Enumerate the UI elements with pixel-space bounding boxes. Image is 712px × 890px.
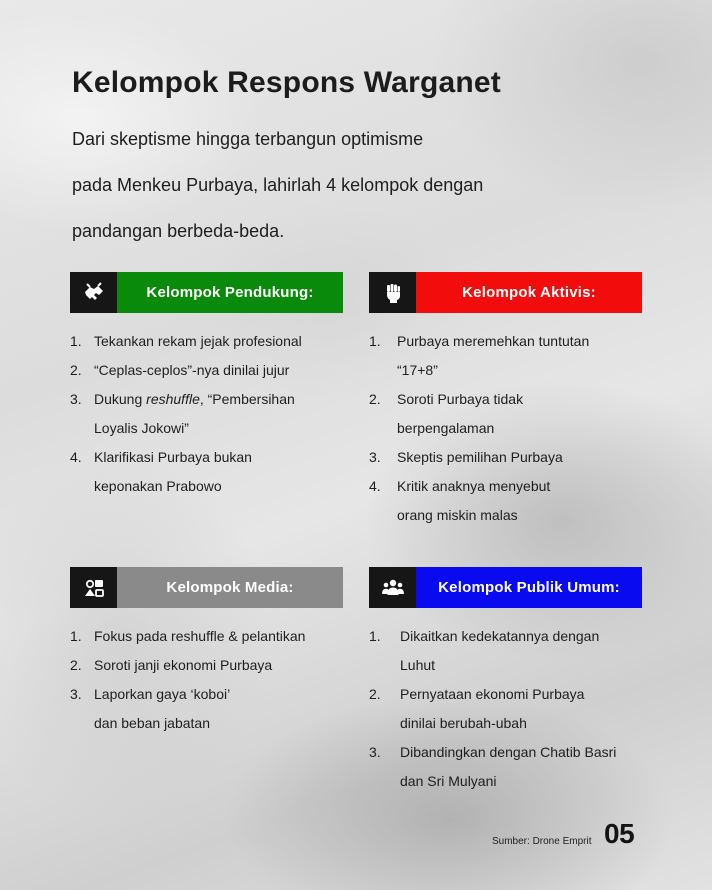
list-item: 1. Tekankan rekam jejak profesional xyxy=(70,333,302,349)
list-item: 3. Dibandingkan dengan Chatib Basri dan Sri Mulyani xyxy=(369,744,617,789)
list-item: 1. Purbaya meremehkan tuntutan “17+8” xyxy=(369,333,590,378)
list-aktivis xyxy=(369,327,642,530)
card-label-aktivis: Kelompok Aktivis: xyxy=(416,272,642,313)
list-item: 4. Kritik anaknya menyebut orang miskin malas xyxy=(369,478,551,523)
card-header-pendukung xyxy=(70,272,343,313)
raised-fist-icon xyxy=(369,272,416,313)
card-pendukung xyxy=(70,272,343,501)
source-credit: Sumber: Drone Emprit xyxy=(492,836,592,847)
page-title: Kelompok Respons Warganet xyxy=(72,66,501,99)
card-label-publik: Kelompok Publik Umum: xyxy=(416,567,642,608)
list-item: 1. Fokus pada reshuffle & pelantikan xyxy=(70,628,306,644)
list-item: 3. Dukung reshuffle, “Pembersihan Loyalis Jokowi” xyxy=(70,391,295,436)
people-group-icon xyxy=(369,567,416,608)
handshake-icon xyxy=(70,272,117,313)
page-number: 05 xyxy=(604,818,635,849)
list-item: 2. Soroti Purbaya tidak berpengalaman xyxy=(369,391,524,436)
list-media xyxy=(70,622,343,738)
card-header-media xyxy=(70,567,343,608)
list-item: 3. Skeptis pemilihan Purbaya xyxy=(369,449,563,465)
list-pendukung xyxy=(70,327,343,501)
subtitle-line: pada Menkeu Purbaya, lahirlah 4 kelompok dengan xyxy=(72,175,484,195)
subtitle-line: pandangan berbeda-beda. xyxy=(72,221,285,241)
card-label-media: Kelompok Media: xyxy=(117,567,343,608)
card-aktivis xyxy=(369,272,642,530)
list-item: 4. Klarifikasi Purbaya bukan keponakan Prabowo xyxy=(70,449,252,494)
list-item: 1. Dikaitkan kedekatannya dengan Luhut xyxy=(369,628,600,673)
card-media xyxy=(70,567,343,738)
card-publik xyxy=(369,567,642,796)
subtitle xyxy=(72,116,652,254)
list-item: 2. Pernyataan ekonomi Purbaya dinilai berubah-ubah xyxy=(369,686,585,731)
card-header-aktivis xyxy=(369,272,642,313)
card-label-pendukung: Kelompok Pendukung: xyxy=(117,272,343,313)
subtitle-line: Dari skeptisme hingga terbangun optimisme xyxy=(72,129,424,149)
list-item: 2. “Ceplas-ceplos”-nya dinilai jujur xyxy=(70,362,290,378)
list-item: 3. Laporkan gaya ‘koboi’ dan beban jabatan xyxy=(70,686,231,731)
media-icon xyxy=(70,567,117,608)
list-item: 2. Soroti janji ekonomi Purbaya xyxy=(70,657,273,673)
list-publik xyxy=(369,622,642,796)
card-header-publik xyxy=(369,567,642,608)
